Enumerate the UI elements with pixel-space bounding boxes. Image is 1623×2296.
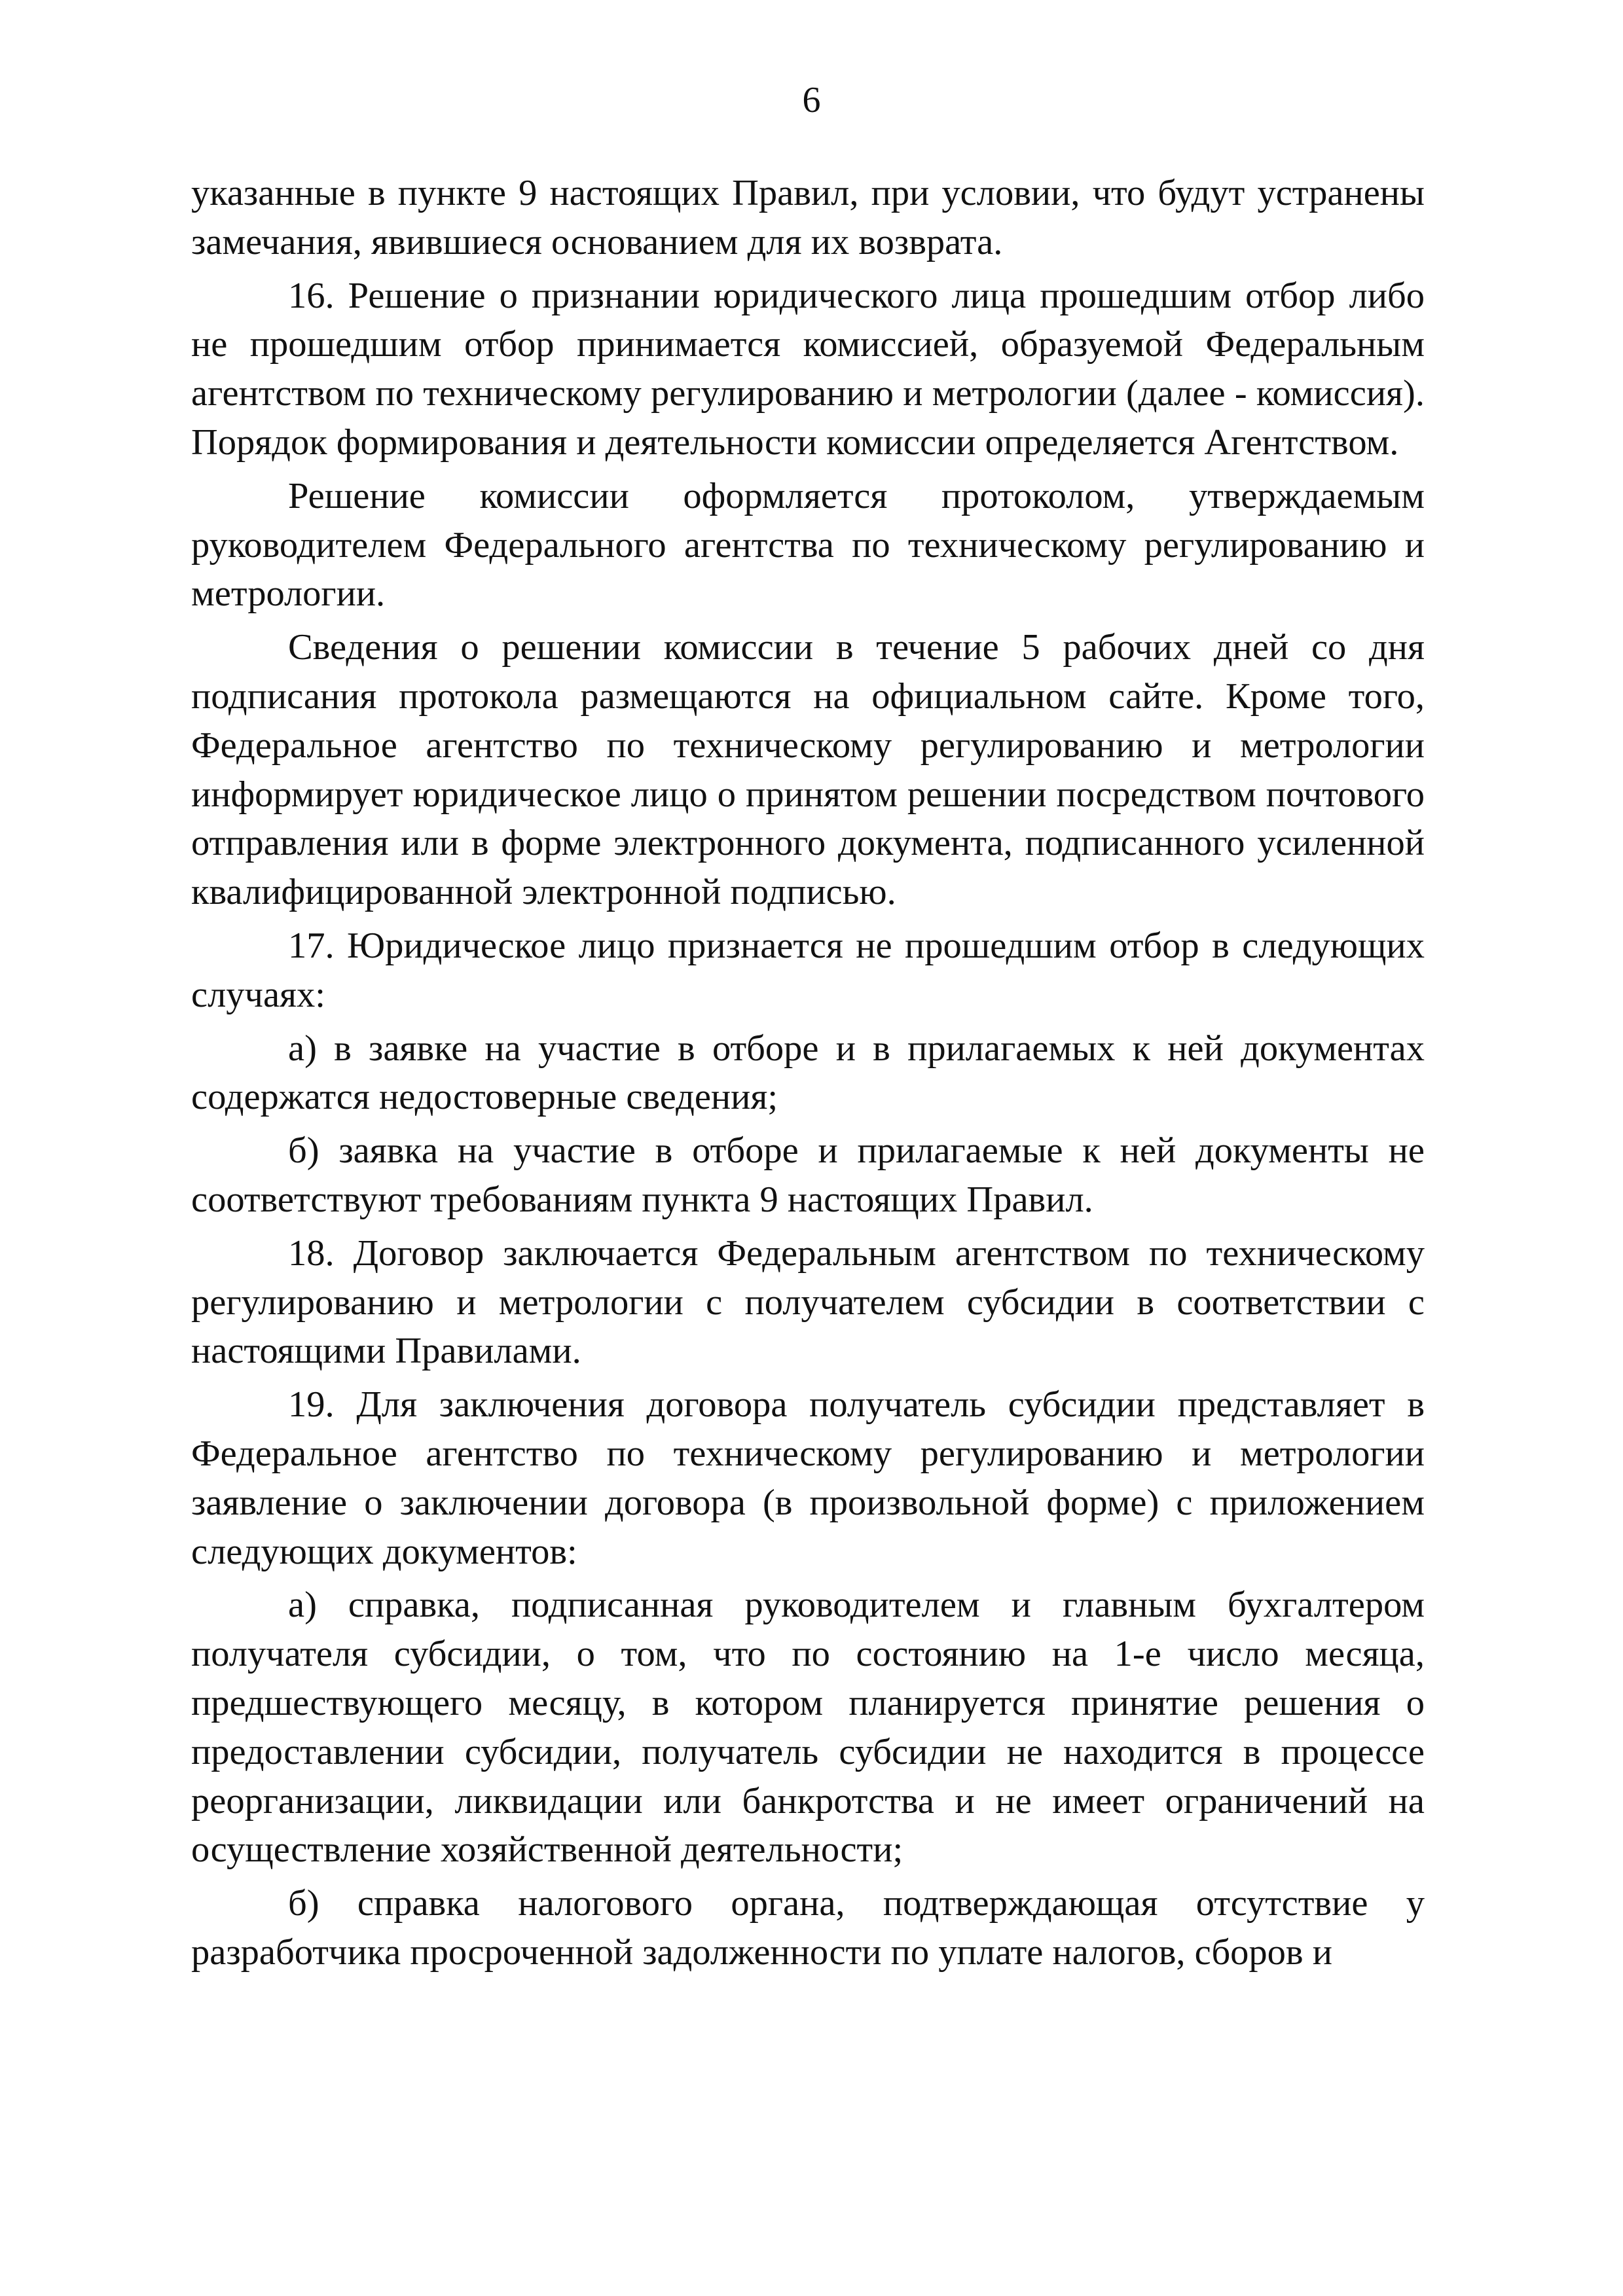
paragraph-item-19: 19. Для заключения договора получатель субсидии представляет в Федеральное агентство по техническому регулированию и метрологии заявление о заключении договора (в произвольной форме) с приложением следующих документов: xyxy=(191,1384,1425,1572)
document-body xyxy=(191,169,1425,1982)
paragraph-decision-info: Сведения о решении комиссии в течение 5 рабочих дней со дня подписания протокола размещаются на официальном сайте. Кроме того, Федеральное агентство по техническому регулированию и метрологии информирует юридическое лицо о принятом решении посредством почтового отправления или в форме электронного документа, подписанного усиленной квалифицированной электронной подписью. xyxy=(191,627,1425,913)
paragraph-item-16: 16. Решение о признании юридического лица прошедшим отбор либо не прошедшим отбор принимается комиссией, образуемой Федеральным агентством по техническому регулированию и метрологии (далее - комиссия). Порядок формирования и деятельности комиссии определяется Агентством. xyxy=(191,275,1425,463)
paragraph-continuation: указанные в пункте 9 настоящих Правил, при условии, что будут устранены замечания, явившиеся основанием для их возврата. xyxy=(191,173,1425,262)
page-number: 6 xyxy=(802,80,821,120)
paragraph-item-17: 17. Юридическое лицо признается не прошедшим отбор в следующих случаях: xyxy=(191,925,1425,1015)
paragraph-commission-decision: Решение комиссии оформляется протоколом, утверждаемым руководителем Федерального агентства по техническому регулированию и метрологии. xyxy=(191,475,1425,615)
paragraph-item-19a: а) справка, подписанная руководителем и главным бухгалтером получателя субсидии, о том, что по состоянию на 1-е число месяца, предшествующего месяцу, в котором планируется принятие решения о предоставлении субсидии, получатель субсидии не находится в процессе реорганизации, ликвидации или банкротства и не имеет ограничений на осуществление хозяйственной деятельности; xyxy=(191,1585,1425,1871)
paragraph-item-17a: а) в заявке на участие в отборе и в прилагаемых к ней документах содержатся недостоверные сведения; xyxy=(191,1028,1425,1118)
paragraph-item-19b: б) справка налогового органа, подтверждающая отсутствие у разработчика просроченной задолженности по уплате налогов, сборов и xyxy=(191,1883,1425,1973)
paragraph-item-17b: б) заявка на участие в отборе и прилагаемые к ней документы не соответствуют требованиям пункта 9 настоящих Правил. xyxy=(191,1130,1425,1220)
paragraph-item-18: 18. Договор заключается Федеральным агентством по техническому регулированию и метрологии с получателем субсидии в соответствии с настоящими Правилами. xyxy=(191,1232,1425,1372)
